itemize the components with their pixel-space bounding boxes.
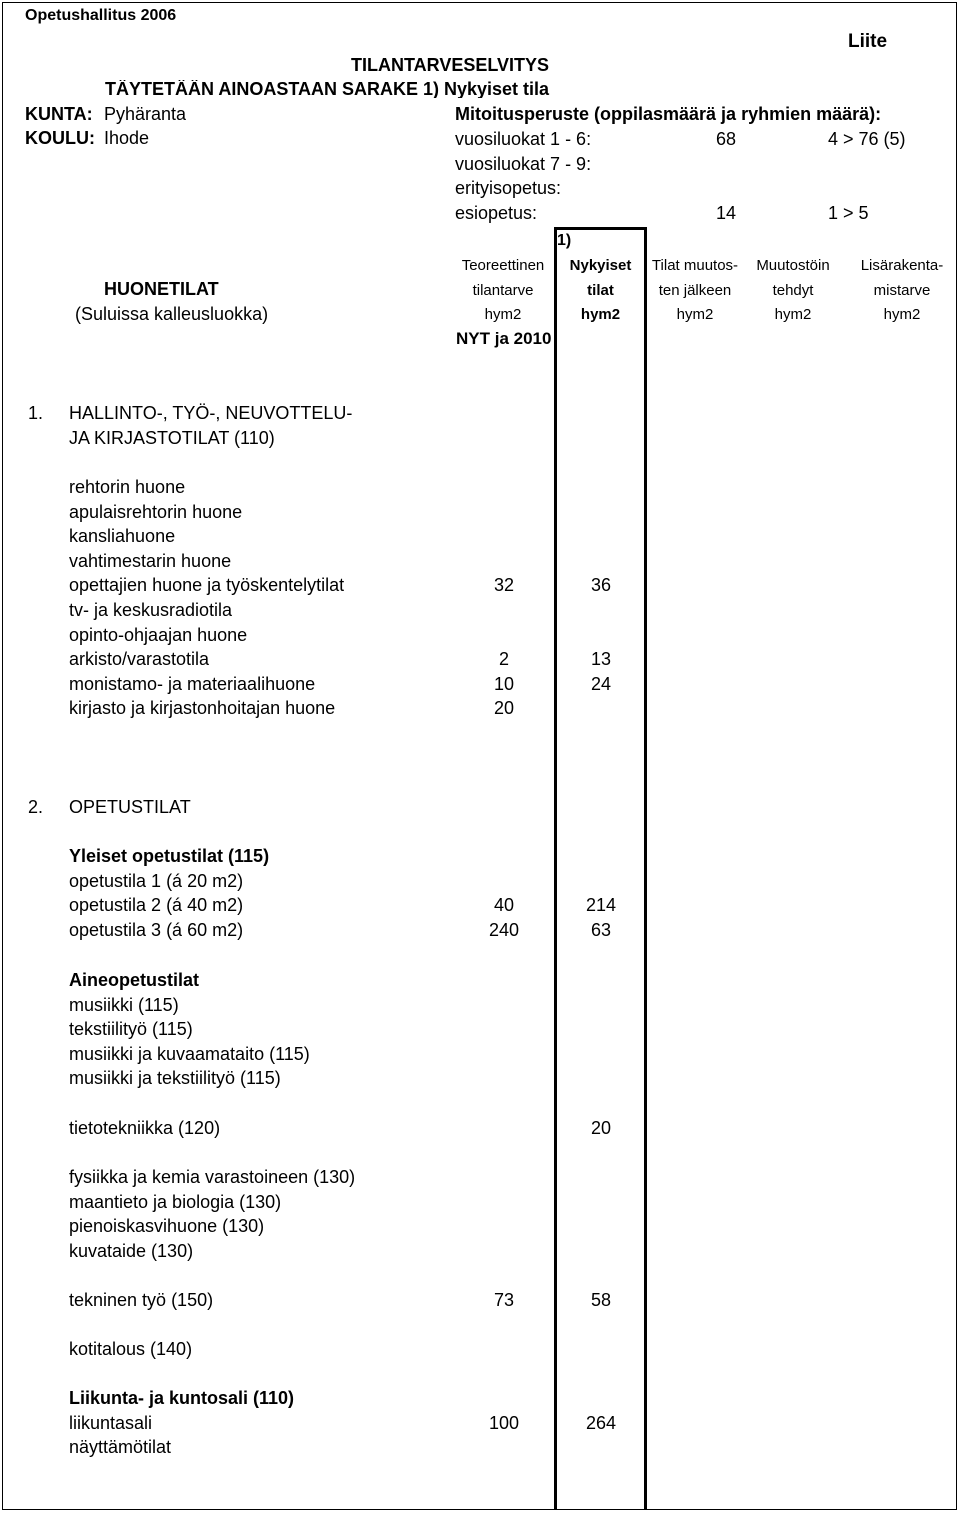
- row-label: liikuntasali: [69, 1413, 153, 1433]
- row-label: musiikki ja kuvaamataito (115): [69, 1044, 310, 1064]
- row-label: musiikki (115): [69, 995, 179, 1015]
- room-column-title: HUONETILAT: [104, 279, 219, 299]
- cell-current: 13: [590, 649, 612, 669]
- row-label: vahtimestarin huone: [69, 551, 232, 571]
- section2-number: 2.: [28, 797, 44, 817]
- section1-title-line2: JA KIRJASTOTILAT (110): [69, 428, 275, 448]
- cell-theoretical: 100: [488, 1413, 520, 1433]
- kunta-label: KUNTA:: [25, 105, 93, 123]
- kunta-value: Pyhäranta: [104, 104, 187, 124]
- cell-theoretical: 73: [493, 1290, 515, 1310]
- koulu-value: Ihode: [104, 128, 150, 148]
- column-rule-left: [554, 227, 557, 1510]
- group-heading: Yleiset opetustilat (115): [69, 846, 270, 866]
- cell-theoretical: 10: [493, 674, 515, 694]
- row-label: fysiikka ja kemia varastoineen (130): [69, 1167, 356, 1187]
- document-title: TILANTARVESELVITYS: [351, 55, 550, 75]
- document-subtitle: TÄYTETÄÄN AINOASTAAN SARAKE 1) Nykyiset tila: [105, 80, 550, 98]
- koulu-label: KOULU:: [25, 129, 95, 147]
- row-label: tv- ja keskusradiotila: [69, 600, 233, 620]
- row-label: opetustila 1 (á 20 m2): [69, 871, 244, 891]
- row-label: kotitalous (140): [69, 1339, 193, 1359]
- row-label: kuvataide (130): [69, 1241, 194, 1261]
- row-label: tekstiilityö (115): [69, 1019, 193, 1039]
- cell-current: 24: [590, 674, 612, 694]
- row-label: tekninen työ (150): [69, 1290, 214, 1310]
- section2-title: OPETUSTILAT: [69, 797, 191, 817]
- page-frame: [2, 2, 957, 1510]
- group-heading: Liikunta- ja kuntosali (110): [69, 1388, 295, 1408]
- cell-current: 20: [590, 1118, 612, 1138]
- row-label: näyttämötilat: [69, 1437, 172, 1457]
- row-label: kansliahuone: [69, 526, 176, 546]
- section1-number: 1.: [28, 403, 44, 423]
- row-label: tietotekniikka (120): [69, 1118, 221, 1138]
- row-label: pienoiskasvihuone (130): [69, 1216, 265, 1236]
- row-label: musiikki ja tekstiilityö (115): [69, 1068, 281, 1088]
- row-label: apulaisrehtorin huone: [69, 502, 243, 522]
- group-heading: Aineopetustilat: [69, 970, 200, 990]
- cell-current: 36: [590, 575, 612, 595]
- org-label: Opetushallitus 2006: [25, 7, 177, 24]
- row-label: opetustila 3 (á 60 m2): [69, 920, 244, 940]
- cell-theoretical: 240: [488, 920, 520, 940]
- column-rule-right: [644, 227, 647, 1510]
- cell-current: 214: [585, 895, 617, 915]
- row-label: opetustila 2 (á 40 m2): [69, 895, 244, 915]
- row-label: arkisto/varastotila: [69, 649, 210, 669]
- cell-theoretical: 32: [493, 575, 515, 595]
- row-label: kirjasto ja kirjastonhoitajan huone: [69, 698, 336, 718]
- row-label: maantieto ja biologia (130): [69, 1192, 282, 1212]
- section1-title: HALLINTO-, TYÖ-, NEUVOTTELU-: [69, 403, 353, 423]
- column-marker: 1): [557, 232, 572, 249]
- appendix-label: Liite: [848, 31, 888, 52]
- cell-current: 63: [590, 920, 612, 940]
- mitoitus-title: Mitoitusperuste (oppilasmäärä ja ryhmien määrä):: [455, 104, 882, 124]
- column-rule-top: [554, 227, 647, 230]
- row-label: opinto-ohjaajan huone: [69, 625, 248, 645]
- cell-theoretical: 2: [498, 649, 509, 669]
- room-column-subtitle: (Suluissa kalleusluokka): [75, 304, 269, 324]
- row-label: monistamo- ja materiaalihuone: [69, 674, 316, 694]
- cell-theoretical: 40: [493, 895, 515, 915]
- row-label: rehtorin huone: [69, 477, 186, 497]
- cell-current: 58: [590, 1290, 612, 1310]
- cell-current: 264: [585, 1413, 617, 1433]
- row-label: opettajien huone ja työskentelytilat: [69, 575, 345, 595]
- cell-theoretical: 20: [493, 698, 515, 718]
